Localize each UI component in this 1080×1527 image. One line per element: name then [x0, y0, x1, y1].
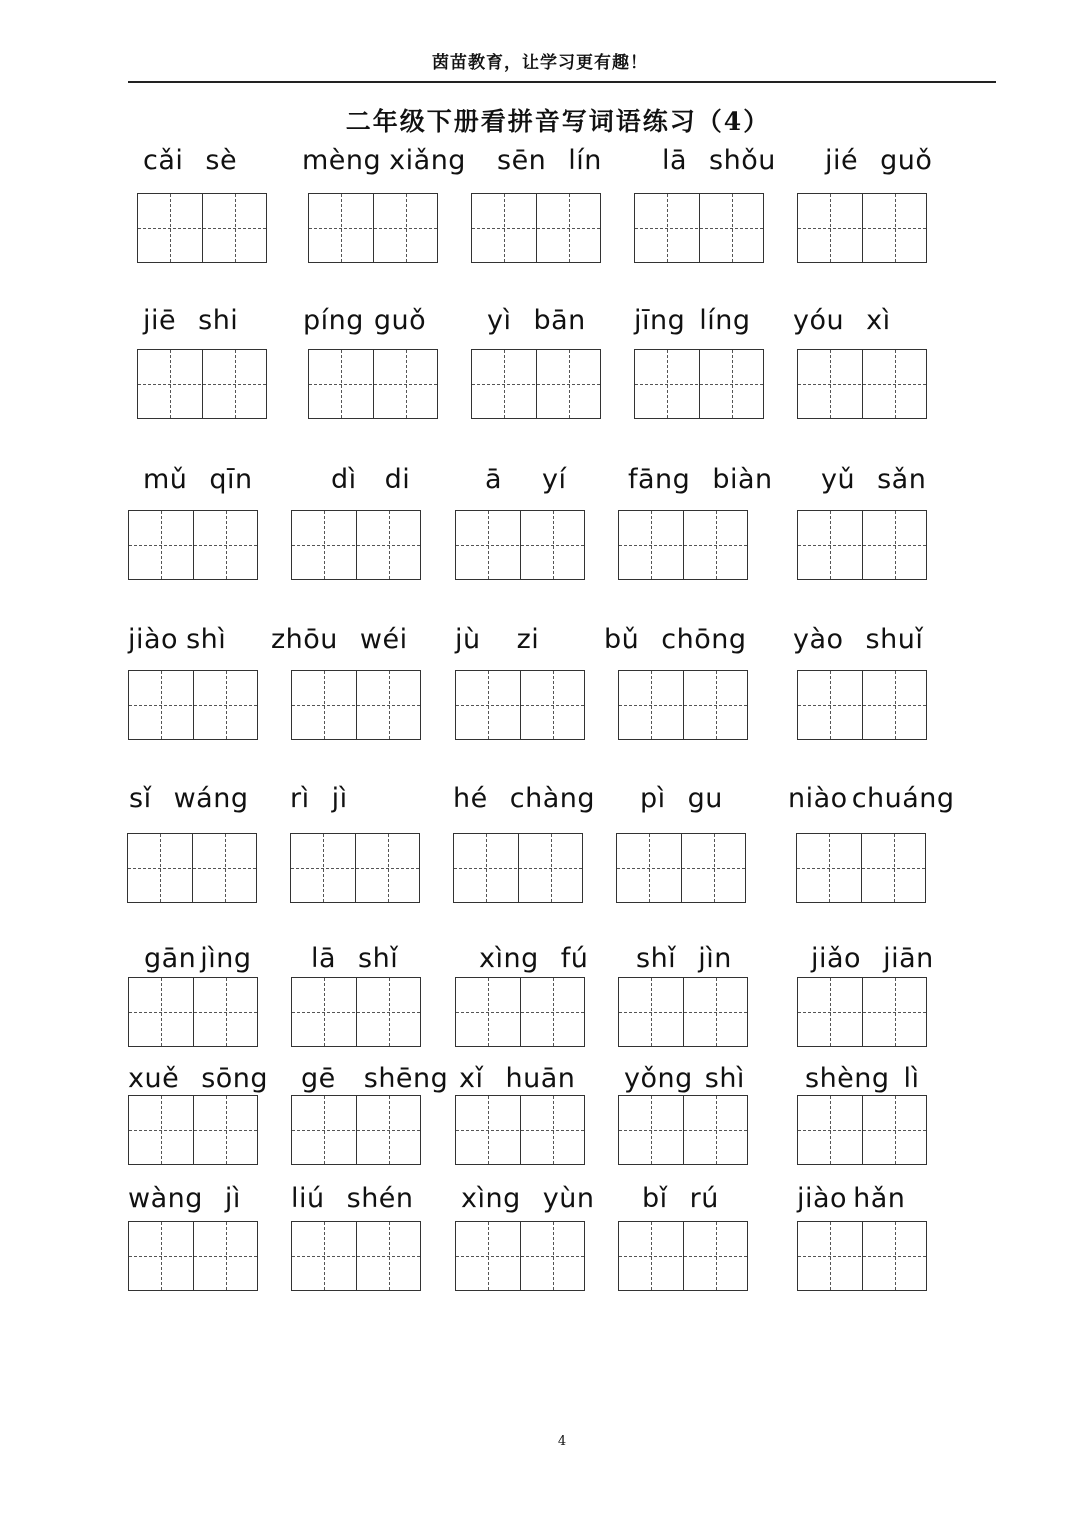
writing-box-pair[interactable] — [128, 977, 258, 1047]
pinyin-label — [128, 1063, 268, 1095]
guide-line — [129, 1130, 257, 1131]
pinyin-syllable-2: shì — [704, 1063, 745, 1094]
pinyin-syllable-2: shuǐ — [865, 624, 924, 655]
pinyin-syllable-1: dì — [331, 464, 357, 495]
guide-line — [456, 705, 584, 706]
pinyin-label — [128, 1183, 241, 1215]
writing-box-pair[interactable] — [616, 833, 746, 903]
pinyin-syllable-1: ā — [485, 464, 503, 495]
pinyin-label — [662, 145, 776, 177]
pinyin-syllable-2: wáng — [173, 783, 249, 814]
writing-box-pair[interactable] — [455, 510, 585, 580]
writing-box-pair[interactable] — [455, 977, 585, 1047]
pinyin-syllable-2: shén — [346, 1183, 414, 1214]
pinyin-label — [455, 624, 539, 656]
pinyin-label — [144, 943, 252, 975]
writing-box-pair[interactable] — [128, 1221, 258, 1291]
pinyin-syllable-1: yào — [793, 624, 844, 655]
pinyin-label — [143, 145, 237, 177]
pinyin-syllable-2: lín — [568, 145, 602, 176]
pinyin-syllable-2: rú — [689, 1183, 719, 1214]
pinyin-label — [479, 943, 588, 975]
page-header: 茵苗教育，让学习更有趣！ — [432, 53, 648, 73]
writing-box-pair[interactable] — [797, 977, 927, 1047]
writing-box-pair[interactable] — [618, 1221, 748, 1291]
writing-box-pair[interactable] — [796, 833, 926, 903]
guide-line — [309, 384, 437, 385]
worksheet-title: 二年级下册看拼音写词语练习（4） — [345, 107, 771, 136]
pinyin-label — [604, 624, 747, 656]
pinyin-label — [797, 1183, 905, 1215]
pinyin-syllable-1: gān — [144, 943, 197, 974]
pinyin-syllable-1: jiǎo — [811, 943, 862, 974]
pinyin-syllable-1: fāng — [628, 464, 691, 495]
guide-line — [309, 228, 437, 229]
pinyin-syllable-2: chàng — [509, 783, 595, 814]
pinyin-syllable-1: xìng — [479, 943, 539, 974]
pinyin-syllable-1: shèng — [805, 1063, 890, 1094]
pinyin-syllable-2: xiǎng — [389, 145, 466, 176]
guide-line — [472, 384, 600, 385]
writing-box-pair[interactable] — [290, 833, 420, 903]
writing-box-pair[interactable] — [618, 1095, 748, 1165]
pinyin-syllable-2: bān — [533, 305, 586, 336]
guide-line — [798, 228, 926, 229]
pinyin-syllable-2: jìng — [200, 943, 252, 974]
guide-line — [292, 1256, 420, 1257]
guide-line — [798, 545, 926, 546]
writing-box-pair[interactable] — [308, 193, 438, 263]
pinyin-label — [290, 783, 348, 815]
pinyin-syllable-2: shǐ — [358, 943, 399, 974]
writing-box-pair[interactable] — [291, 670, 421, 740]
pinyin-label — [143, 305, 238, 337]
pinyin-syllable-2: xì — [866, 305, 891, 336]
pinyin-label — [487, 305, 586, 337]
writing-box-pair[interactable] — [797, 1095, 927, 1165]
writing-box-pair[interactable] — [471, 193, 601, 263]
writing-box-pair[interactable] — [471, 349, 601, 419]
pinyin-label — [291, 1183, 414, 1215]
pinyin-syllable-2: yí — [542, 464, 567, 495]
pinyin-syllable-2: qīn — [209, 464, 253, 495]
writing-box-pair[interactable] — [797, 1221, 927, 1291]
pinyin-syllable-2: wéi — [359, 624, 408, 655]
pinyin-syllable-2: jì — [224, 1183, 241, 1214]
writing-box-pair[interactable] — [455, 670, 585, 740]
pinyin-syllable-1: rì — [290, 783, 310, 814]
guide-line — [798, 1012, 926, 1013]
pinyin-label — [642, 1183, 719, 1215]
guide-line — [129, 1256, 257, 1257]
pinyin-syllable-1: cǎi — [143, 145, 184, 176]
writing-box-pair[interactable] — [128, 510, 258, 580]
pinyin-label — [788, 783, 955, 815]
writing-box-pair[interactable] — [634, 349, 764, 419]
pinyin-syllable-2: shi — [198, 305, 239, 336]
writing-box-pair[interactable] — [797, 193, 927, 263]
pinyin-label — [303, 305, 426, 337]
pinyin-syllable-1: jié — [825, 145, 859, 176]
guide-line — [619, 545, 747, 546]
pinyin-syllable-1: yǒng — [624, 1063, 693, 1094]
pinyin-syllable-2: sǎn — [877, 464, 927, 495]
pinyin-syllable-2: sōng — [201, 1063, 269, 1094]
guide-line — [138, 228, 266, 229]
header-divider — [128, 81, 996, 83]
writing-box-pair[interactable] — [455, 1095, 585, 1165]
pinyin-syllable-1: gē — [301, 1063, 336, 1094]
pinyin-syllable-2: di — [384, 464, 411, 495]
guide-line — [798, 1130, 926, 1131]
pinyin-syllable-2: yùn — [542, 1183, 595, 1214]
pinyin-syllable-1: xìng — [461, 1183, 521, 1214]
pinyin-syllable-1: jīng — [634, 305, 686, 336]
pinyin-label — [634, 305, 751, 337]
pinyin-syllable-2: líng — [699, 305, 751, 336]
pinyin-syllable-1: sēn — [497, 145, 547, 176]
writing-box-pair[interactable] — [128, 1095, 258, 1165]
pinyin-syllable-1: zhōu — [271, 624, 338, 655]
guide-line — [292, 545, 420, 546]
guide-line — [619, 705, 747, 706]
writing-box-pair[interactable] — [618, 670, 748, 740]
pinyin-syllable-2: lì — [903, 1063, 920, 1094]
pinyin-syllable-2: huān — [505, 1063, 576, 1094]
guide-line — [292, 705, 420, 706]
pinyin-syllable-1: lā — [311, 943, 337, 974]
pinyin-label — [453, 783, 595, 815]
pinyin-syllable-1: lā — [662, 145, 688, 176]
pinyin-syllable-2: fú — [560, 943, 589, 974]
pinyin-label — [143, 464, 253, 496]
pinyin-syllable-1: xǐ — [459, 1063, 484, 1094]
pinyin-label — [301, 1063, 448, 1095]
pinyin-label — [128, 624, 226, 656]
pinyin-syllable-2: gu — [687, 783, 723, 814]
writing-box-pair[interactable] — [797, 510, 927, 580]
pinyin-syllable-2: jìn — [698, 943, 732, 974]
guide-line — [617, 868, 745, 869]
pinyin-syllable-1: jiào — [797, 1183, 848, 1214]
pinyin-syllable-1: wàng — [128, 1183, 203, 1214]
pinyin-syllable-1: pì — [640, 783, 666, 814]
writing-box-pair[interactable] — [453, 833, 583, 903]
pinyin-syllable-1: yǔ — [821, 464, 856, 495]
writing-box-pair[interactable] — [291, 1095, 421, 1165]
writing-box-pair[interactable] — [797, 349, 927, 419]
guide-line — [619, 1012, 747, 1013]
pinyin-label — [461, 1183, 594, 1215]
guide-line — [798, 705, 926, 706]
pinyin-label — [129, 783, 248, 815]
writing-box-pair[interactable] — [455, 1221, 585, 1291]
pinyin-syllable-1: mèng — [302, 145, 382, 176]
writing-box-pair[interactable] — [797, 670, 927, 740]
pinyin-label — [636, 943, 732, 975]
pinyin-syllable-1: hé — [453, 783, 488, 814]
pinyin-syllable-1: jiē — [143, 305, 177, 336]
pinyin-syllable-1: bǐ — [642, 1183, 668, 1214]
pinyin-syllable-1: sǐ — [129, 783, 152, 814]
guide-line — [291, 868, 419, 869]
guide-line — [456, 545, 584, 546]
pinyin-label — [628, 464, 773, 496]
guide-line — [472, 228, 600, 229]
pinyin-syllable-2: jiān — [883, 943, 934, 974]
pinyin-syllable-2: chōng — [661, 624, 747, 655]
pinyin-syllable-1: jiào — [128, 624, 179, 655]
pinyin-syllable-2: shǒu — [709, 145, 776, 176]
guide-line — [292, 1130, 420, 1131]
pinyin-syllable-2: hǎn — [853, 1183, 906, 1214]
guide-line — [456, 1130, 584, 1131]
pinyin-syllable-1: liú — [291, 1183, 325, 1214]
guide-line — [128, 868, 256, 869]
guide-line — [456, 1256, 584, 1257]
pinyin-syllable-2: guǒ — [880, 145, 933, 176]
pinyin-label — [331, 464, 410, 496]
pinyin-label — [793, 305, 891, 337]
pinyin-syllable-2: shì — [186, 624, 227, 655]
guide-line — [619, 1130, 747, 1131]
pinyin-syllable-1: niào — [788, 783, 848, 814]
guide-line — [635, 384, 763, 385]
writing-box-pair[interactable] — [137, 193, 267, 263]
pinyin-label — [793, 624, 923, 656]
pinyin-syllable-2: guǒ — [373, 305, 427, 336]
pinyin-syllable-2: chuáng — [851, 783, 955, 814]
writing-box-pair[interactable] — [291, 1221, 421, 1291]
pinyin-syllable-1: mǔ — [143, 464, 188, 495]
writing-box-pair[interactable] — [291, 977, 421, 1047]
pinyin-label — [640, 783, 723, 815]
pinyin-syllable-1: shǐ — [636, 943, 677, 974]
guide-line — [129, 545, 257, 546]
pinyin-label — [271, 624, 408, 656]
pinyin-syllable-2: biàn — [712, 464, 773, 495]
pinyin-syllable-2: sè — [205, 145, 238, 176]
pinyin-syllable-1: bǔ — [604, 624, 640, 655]
pinyin-label — [311, 943, 398, 975]
pinyin-syllable-1: jù — [455, 624, 481, 655]
pinyin-label — [624, 1063, 745, 1095]
writing-box-pair[interactable] — [128, 670, 258, 740]
pinyin-syllable-1: yì — [487, 305, 512, 336]
guide-line — [635, 228, 763, 229]
writing-box-pair[interactable] — [291, 510, 421, 580]
pinyin-syllable-2: jì — [331, 783, 348, 814]
pinyin-label — [811, 943, 934, 975]
guide-line — [619, 1256, 747, 1257]
guide-line — [129, 1012, 257, 1013]
guide-line — [797, 868, 925, 869]
pinyin-label — [497, 145, 602, 177]
guide-line — [798, 384, 926, 385]
pinyin-syllable-1: píng — [303, 305, 364, 336]
pinyin-syllable-1: yóu — [793, 305, 845, 336]
page-number: 4 — [557, 1434, 567, 1449]
writing-box-pair[interactable] — [308, 349, 438, 419]
pinyin-label — [459, 1063, 575, 1095]
pinyin-label — [302, 145, 466, 177]
guide-line — [454, 868, 582, 869]
writing-box-pair[interactable] — [618, 977, 748, 1047]
pinyin-syllable-2: zi — [516, 624, 540, 655]
pinyin-syllable-2: shēng — [363, 1063, 449, 1094]
guide-line — [138, 384, 266, 385]
pinyin-label — [825, 145, 932, 177]
writing-box-pair[interactable] — [137, 349, 267, 419]
pinyin-syllable-1: xuě — [128, 1063, 180, 1094]
pinyin-label — [485, 464, 567, 496]
writing-box-pair[interactable] — [634, 193, 764, 263]
pinyin-label — [805, 1063, 920, 1095]
writing-box-pair[interactable] — [618, 510, 748, 580]
writing-box-pair[interactable] — [127, 833, 257, 903]
guide-line — [129, 705, 257, 706]
guide-line — [292, 1012, 420, 1013]
pinyin-label — [821, 464, 926, 496]
guide-line — [456, 1012, 584, 1013]
guide-line — [798, 1256, 926, 1257]
